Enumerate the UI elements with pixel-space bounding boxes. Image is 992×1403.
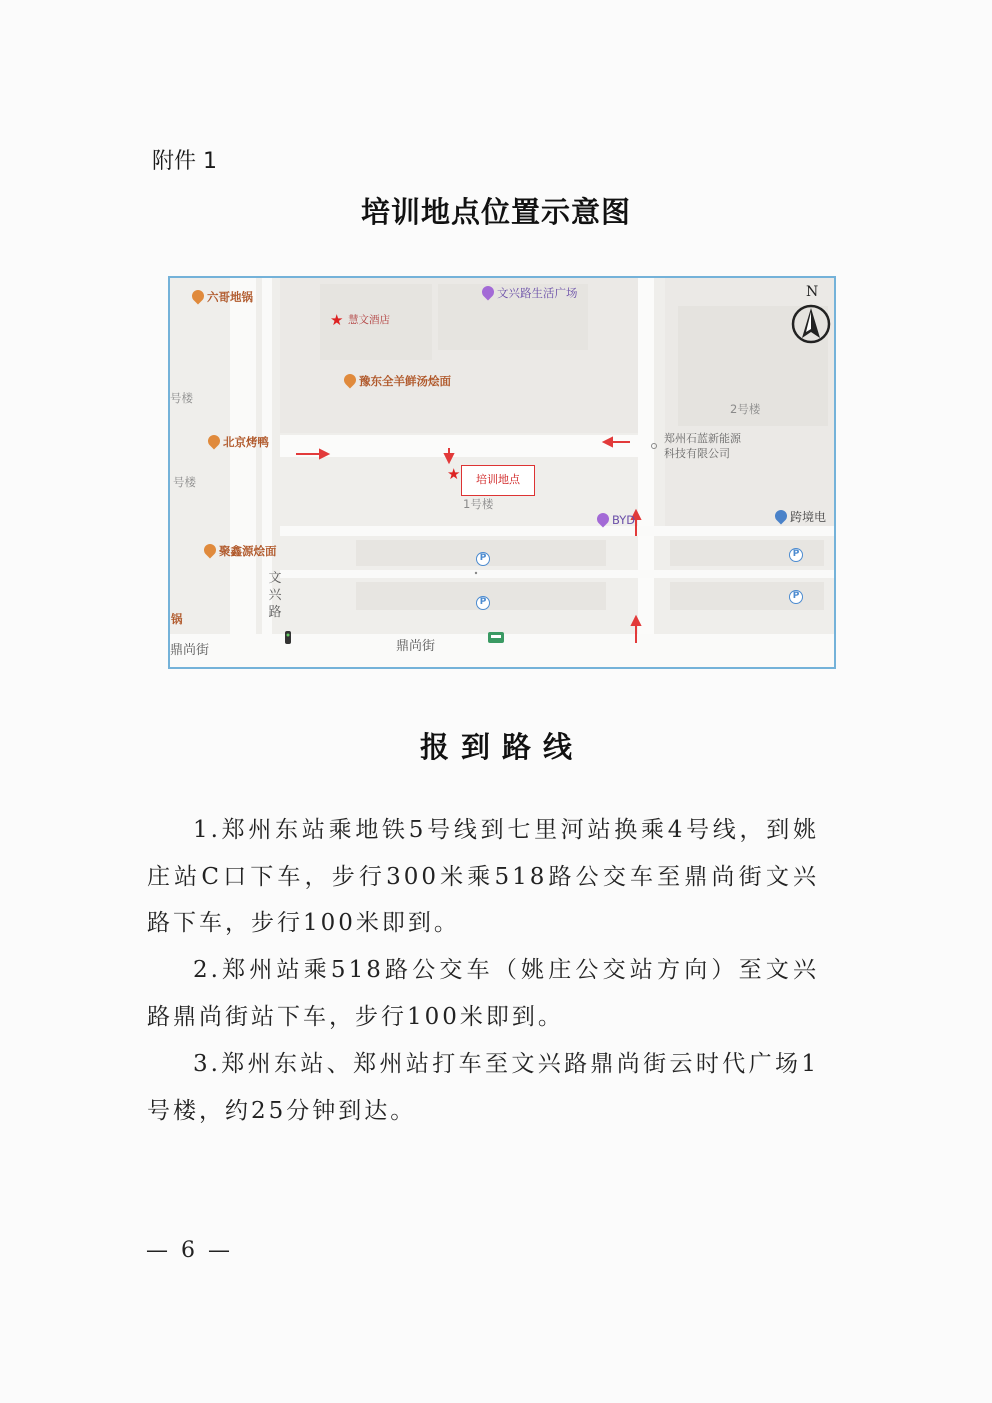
route-title: 报到路线 xyxy=(419,730,584,764)
poi-label: 聚鑫源烩面 xyxy=(219,544,277,558)
building-left-a: 号楼 xyxy=(170,391,193,405)
edge-label-guo: 锅 xyxy=(171,612,183,626)
location-map xyxy=(168,276,836,669)
poi-label: 北京烤鸭 xyxy=(223,435,269,449)
route-item-3: 3.郑州东站、郑州站打车至文兴路鼎尚街云时代广场1号楼，约25分钟到达。 xyxy=(147,1051,819,1124)
poi-shilan-line2: 科技有限公司 xyxy=(664,447,730,460)
building-left-b: 号楼 xyxy=(173,475,196,489)
road-wenxing-label: 文兴路 xyxy=(268,571,282,620)
compass-north-label: N xyxy=(806,284,819,300)
road-dingshang-left: 鼎尚街 xyxy=(170,643,210,658)
poi-label: 文兴路生活广场 xyxy=(497,286,578,300)
poi-wenxing-plaza xyxy=(482,286,578,300)
poi-byd xyxy=(597,513,635,527)
map-pin-icon xyxy=(202,542,219,559)
parking-icon: P xyxy=(476,552,490,566)
parking-icon: P xyxy=(476,596,490,610)
poi-label: 豫东全羊鲜汤烩面 xyxy=(359,374,451,388)
poi-label: 跨境电 xyxy=(790,510,827,524)
page-number: — 6 — xyxy=(146,1238,233,1263)
route-item-1: 1.郑州东站乘地铁5号线到七里河站换乘4号线，到姚庄站C口下车，步行300米乘518路公交车至鼎尚街文兴路下车，步行100米即到。 xyxy=(147,817,819,936)
map-pin-icon xyxy=(190,288,207,305)
parking-icon: P xyxy=(789,548,803,562)
svg-text:★: ★ xyxy=(330,311,344,329)
poi-crossborder xyxy=(775,510,826,523)
map-pin-icon xyxy=(342,372,359,389)
map-pin-icon xyxy=(206,433,223,450)
attachment-label: 附件 1 xyxy=(152,149,217,174)
poi-beijing xyxy=(208,435,269,449)
training-site-box: 培训地点 xyxy=(461,465,535,496)
parking-icon: P xyxy=(789,590,803,604)
map-pin-icon xyxy=(773,508,790,525)
building-1: 1号楼 xyxy=(463,497,494,511)
poi-yudong xyxy=(344,374,451,388)
poi-huiwen-hotel: 慧文酒店 xyxy=(348,314,390,326)
road-dingshang-mid: 鼎尚街 xyxy=(396,639,436,654)
route-item-2: 2.郑州站乘518路公交车（姚庄公交站方向）至文兴路鼎尚街站下车，步行100米即到。 xyxy=(147,957,819,1030)
poi-label: BYD xyxy=(612,513,636,527)
poi-juxin xyxy=(204,544,277,558)
map-pin-icon xyxy=(480,284,497,301)
svg-text:★: ★ xyxy=(447,465,461,483)
poi-liuge xyxy=(192,290,253,304)
map-pin-icon xyxy=(595,511,612,528)
building-2: 2号楼 xyxy=(730,402,761,416)
poi-shilan-line1: 郑州石蓝新能源 xyxy=(664,432,741,445)
page-title: 培训地点位置示意图 xyxy=(360,195,631,229)
poi-label: 六哥地锅 xyxy=(207,290,253,304)
